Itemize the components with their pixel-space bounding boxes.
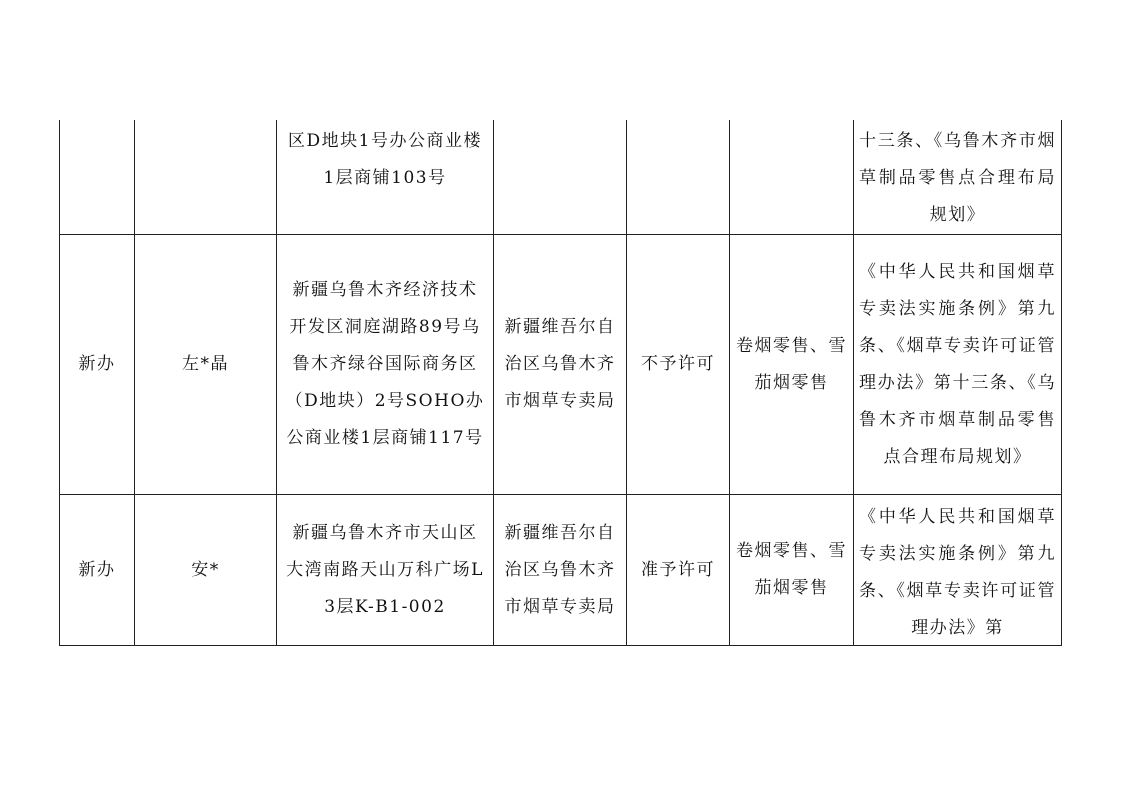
decision-cell xyxy=(627,120,730,235)
permit-table xyxy=(59,120,1062,646)
type-cell xyxy=(60,120,135,235)
authority-cell: 新疆维吾尔自治区乌鲁木齐市烟草专卖局 xyxy=(494,495,627,646)
legal-basis-cell xyxy=(854,495,1062,646)
applicant-cell: 安* xyxy=(135,495,277,646)
applicant-cell xyxy=(135,120,277,235)
scope-cell: 卷烟零售、雪茄烟零售 xyxy=(730,235,854,495)
authority-cell: 新疆维吾尔自治区乌鲁木齐市烟草专卖局 xyxy=(494,235,627,495)
legal-basis-cell: 十三条、《乌鲁木齐市烟草制品零售点合理布局规划》 xyxy=(854,120,1062,235)
legal-basis-text: 《中华人民共和国烟草专卖法实施条例》第九条、《烟草专卖许可证管理办法》第 xyxy=(859,507,1056,638)
table-row xyxy=(60,235,1062,495)
address-cell: 新疆乌鲁木齐市天山区大湾南路天山万科广场L3层K-B1-002 xyxy=(277,495,494,646)
address-cell: 新疆乌鲁木齐经济技术开发区洞庭湖路89号乌鲁木齐绿谷国际商务区（D地块）2号SOHO办公商业楼1层商铺117号 xyxy=(277,235,494,495)
authority-cell xyxy=(494,120,627,235)
table-row xyxy=(60,495,1062,646)
scope-cell: 卷烟零售、雪茄烟零售 xyxy=(730,495,854,646)
table-row xyxy=(60,120,1062,235)
scope-cell xyxy=(730,120,854,235)
legal-basis-cell: 《中华人民共和国烟草专卖法实施条例》第九条、《烟草专卖许可证管理办法》第十三条、《乌鲁木齐市烟草制品零售点合理布局规划》 xyxy=(854,235,1062,495)
decision-cell: 准予许可 xyxy=(627,495,730,646)
type-cell: 新办 xyxy=(60,235,135,495)
applicant-cell: 左*晶 xyxy=(135,235,277,495)
decision-cell: 不予许可 xyxy=(627,235,730,495)
address-cell: 区D地块1号办公商业楼1层商铺103号 xyxy=(277,120,494,235)
type-cell: 新办 xyxy=(60,495,135,646)
